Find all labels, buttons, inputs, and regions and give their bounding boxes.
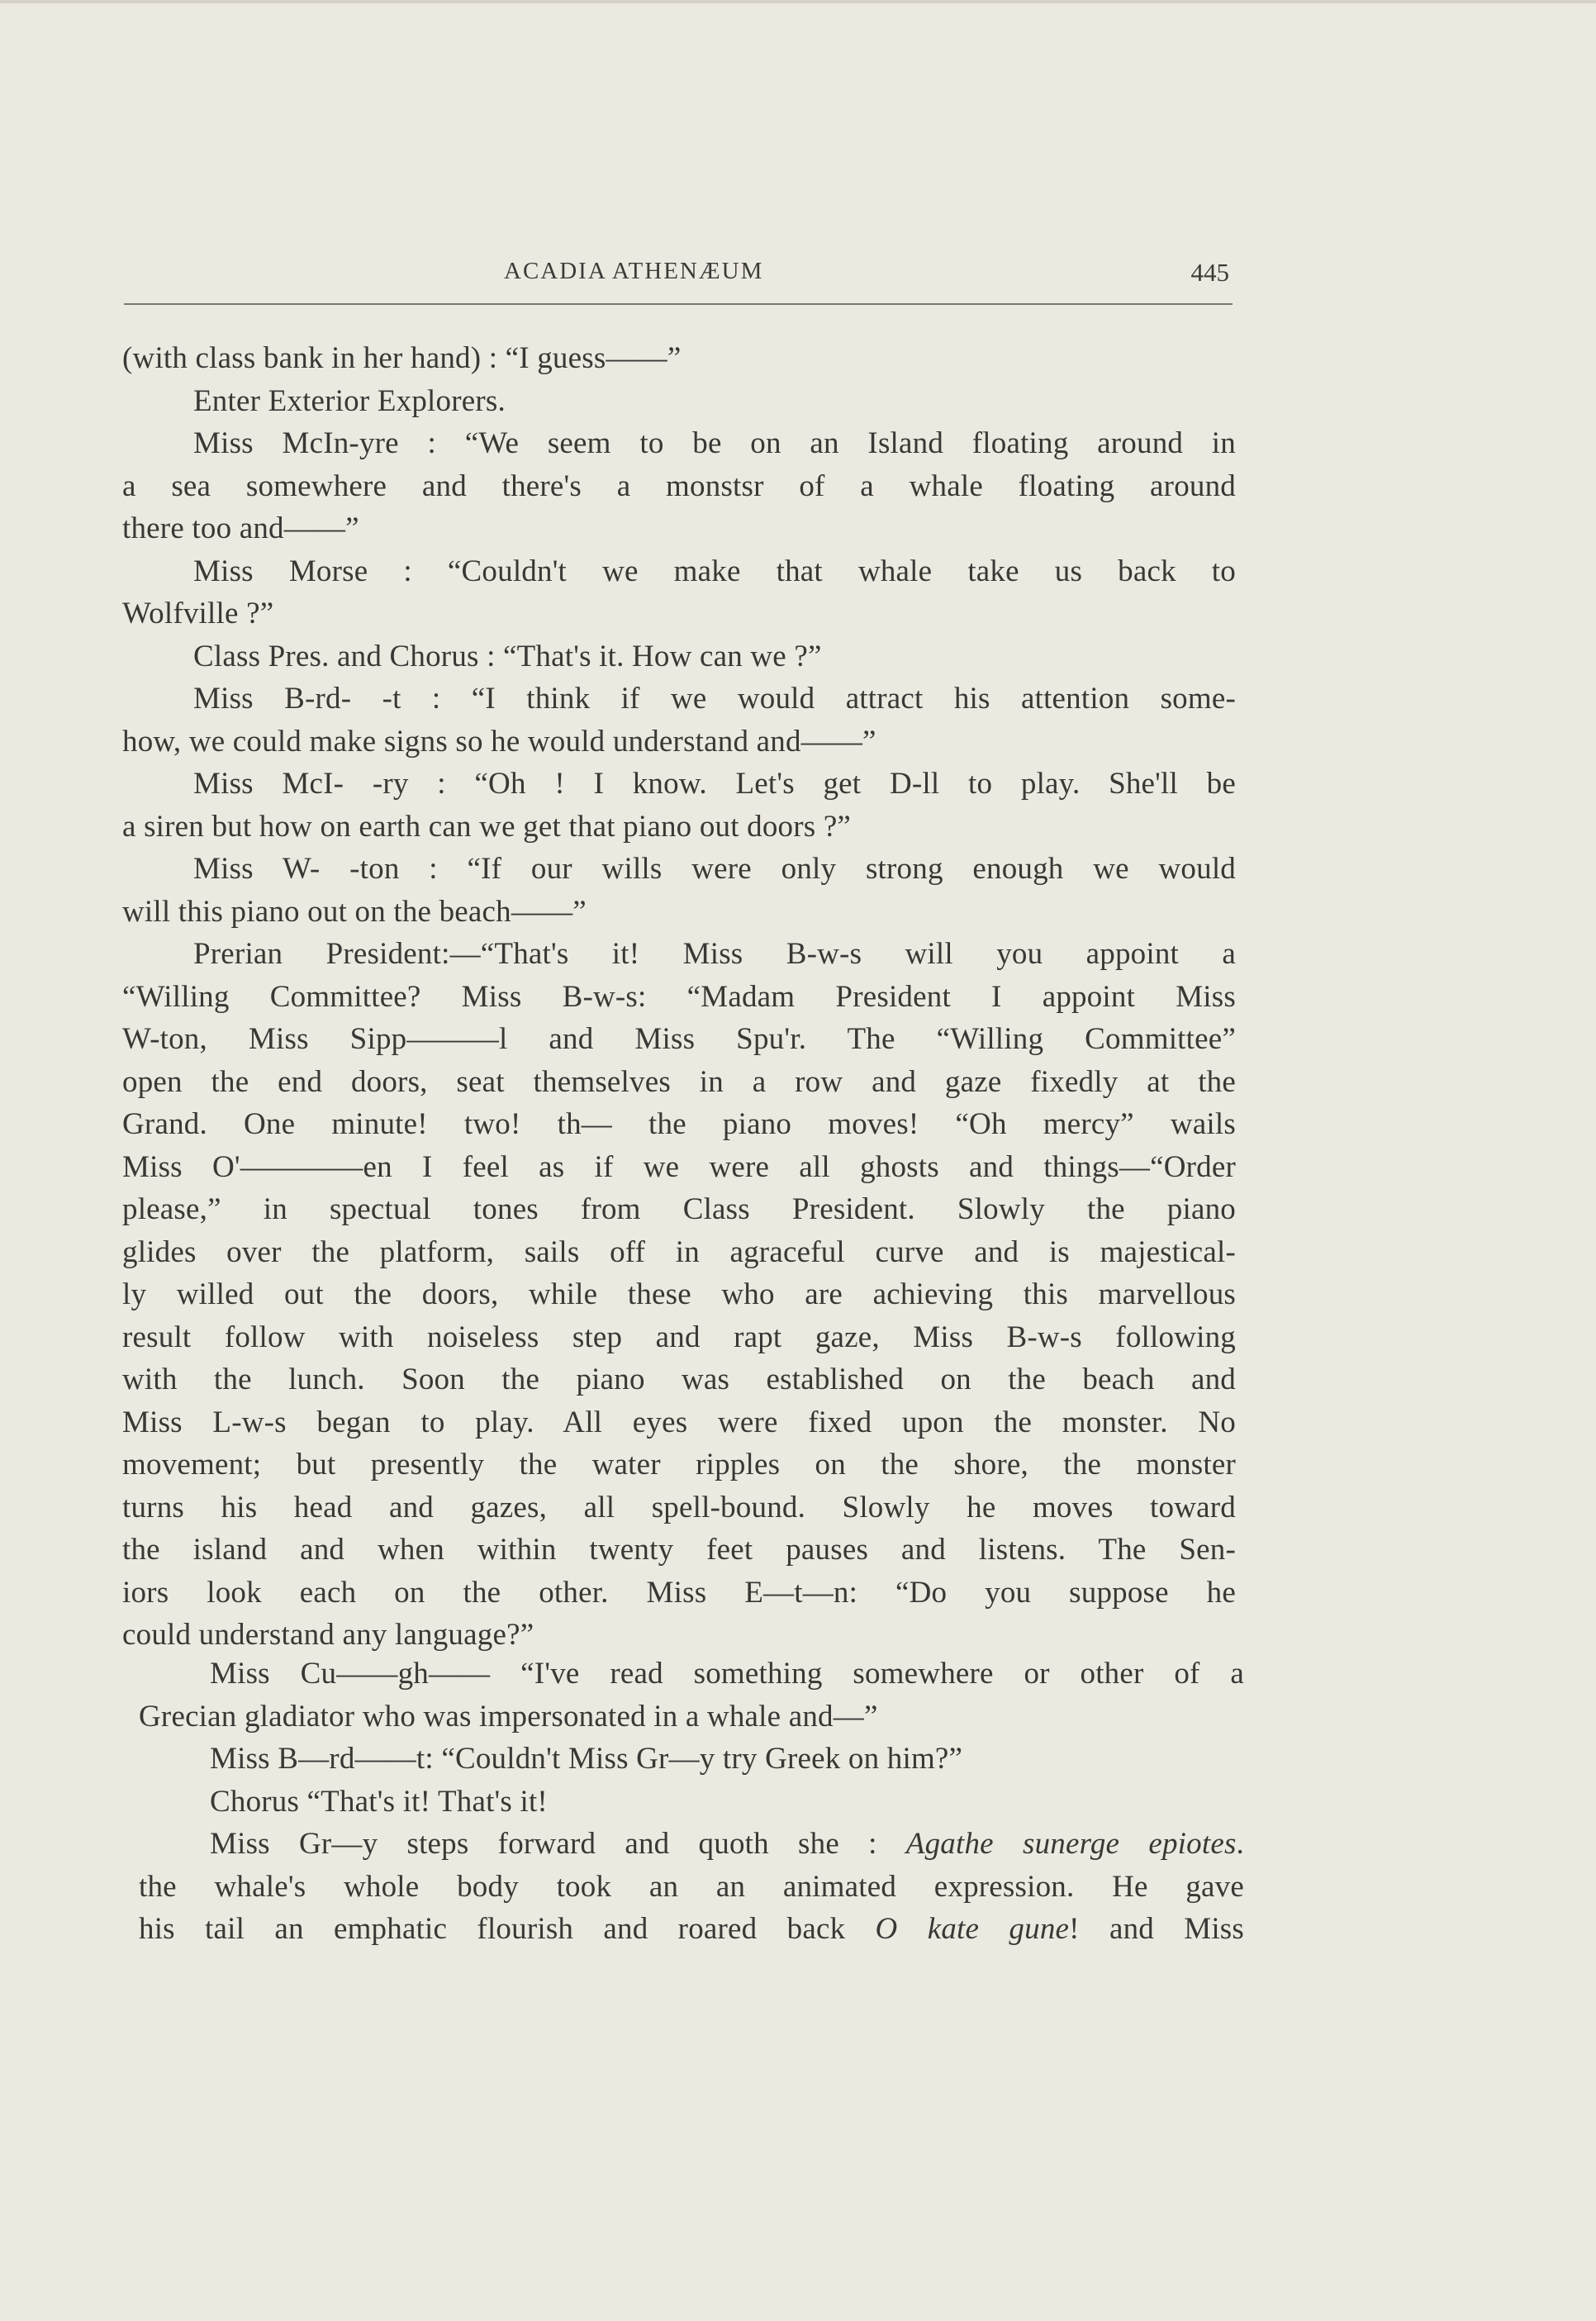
text-line: Chorus “That's it! That's it! <box>210 1784 548 1819</box>
text-line: Miss Morse : “Couldn't we make that whale take us back to <box>193 554 1236 588</box>
text-segment: ! and Miss <box>1069 1912 1245 1946</box>
text-line: the whale's whole body took an an animated expression. He gave <box>139 1869 1244 1904</box>
body-text-lower <box>139 1653 1244 1951</box>
text-line: Miss O'————en I feel as if we were all ghosts and things—“Order <box>122 1149 1236 1184</box>
greek-phrase: Agathe sunerge epiotes <box>905 1827 1237 1861</box>
text-line: Miss W- -ton : “If our wills were only strong enough we would <box>193 852 1236 886</box>
text-line: Miss B—rd——t: “Couldn't Miss Gr—y try Greek on him?” <box>210 1742 963 1776</box>
page-header <box>122 258 1229 291</box>
text-segment: Miss Gr—y steps forward and quoth she : <box>210 1827 906 1861</box>
text-line: open the end doors, seat themselves in a row and gaze fixedly at the <box>122 1064 1236 1099</box>
text-line: ly willed out the doors, while these who are achieving this marvellous <box>122 1277 1236 1311</box>
running-title: ACADIA ATHENÆUM <box>504 258 764 284</box>
text-segment: . <box>1236 1827 1244 1861</box>
text-line: could understand any language?” <box>122 1618 534 1652</box>
header-rule <box>124 303 1233 305</box>
text-line: result follow with noiseless step and rapt gaze, Miss B-w-s following <box>122 1320 1236 1354</box>
text-line: Miss L-w-s began to play. All eyes were fixed upon the monster. No <box>122 1405 1236 1439</box>
page-number: 445 <box>1190 258 1229 287</box>
text-line: the island and when within twenty feet pauses and listens. The Sen- <box>122 1533 1236 1567</box>
text-line: with the lunch. Soon the piano was established on the beach and <box>122 1363 1236 1396</box>
text-line: Miss McIn-yre : “We seem to be on an Island floating around in <box>193 426 1236 460</box>
text-line: Miss McI- -ry : “Oh ! I know. Let's get D-ll to play. She'll be <box>193 767 1236 801</box>
text-line: turns his head and gazes, all spell-bound. Slowly he moves toward <box>122 1490 1236 1524</box>
text-line: will this piano out on the beach——” <box>122 894 587 929</box>
text-line: there too and——” <box>122 511 359 545</box>
text-line: “Willing Committee? Miss B-w-s: “Madam President I appoint Miss <box>122 979 1236 1014</box>
text-line: Enter Exterior Explorers. <box>193 383 506 418</box>
text-line: Grecian gladiator who was impersonated in a whale and—” <box>139 1699 878 1734</box>
body-text-upper <box>122 337 1236 1657</box>
text-line: Prerian President:—“That's it! Miss B-w-s will you appoint a <box>193 937 1236 971</box>
text-line: Miss B-rd- -t : “I think if we would attract his attention some- <box>193 682 1236 716</box>
text-line: Grand. One minute! two! th— the piano moves! “Oh mercy” wails <box>122 1107 1236 1141</box>
text-line: (with class bank in her hand) : “I guess——” <box>122 341 682 375</box>
text-line: Class Pres. and Chorus : “That's it. How can we ?” <box>193 639 822 673</box>
text-line <box>139 1908 1244 1951</box>
text-line <box>139 1823 1244 1866</box>
text-segment: his tail an emphatic flourish and roared back <box>139 1912 876 1946</box>
text-line: W-ton, Miss Sipp———l and Miss Spu'r. The “Willing Committee” <box>122 1022 1236 1056</box>
text-line: Miss Cu——gh—— “I've read something somewhere or other of a <box>210 1657 1244 1691</box>
text-line: iors look each on the other. Miss E—t—n: “Do you suppose he <box>122 1575 1236 1610</box>
greek-phrase: O kate gune <box>875 1912 1070 1946</box>
text-line: how, we could make signs so he would understand and——” <box>122 724 876 759</box>
text-line: please,” in spectual tones from Class President. Slowly the piano <box>122 1192 1236 1226</box>
text-line: glides over the platform, sails off in agraceful curve and is majestical- <box>122 1234 1236 1269</box>
dialogue-lines <box>139 1653 1244 1823</box>
text-line: a sea somewhere and there's a monstsr of a whale floating around <box>122 468 1236 503</box>
text-line: movement; but presently the water ripples on the shore, the monster <box>122 1448 1236 1482</box>
text-line: a siren but how on earth can we get that piano out doors ?” <box>122 809 852 844</box>
text-line: Wolfville ?” <box>122 597 274 630</box>
